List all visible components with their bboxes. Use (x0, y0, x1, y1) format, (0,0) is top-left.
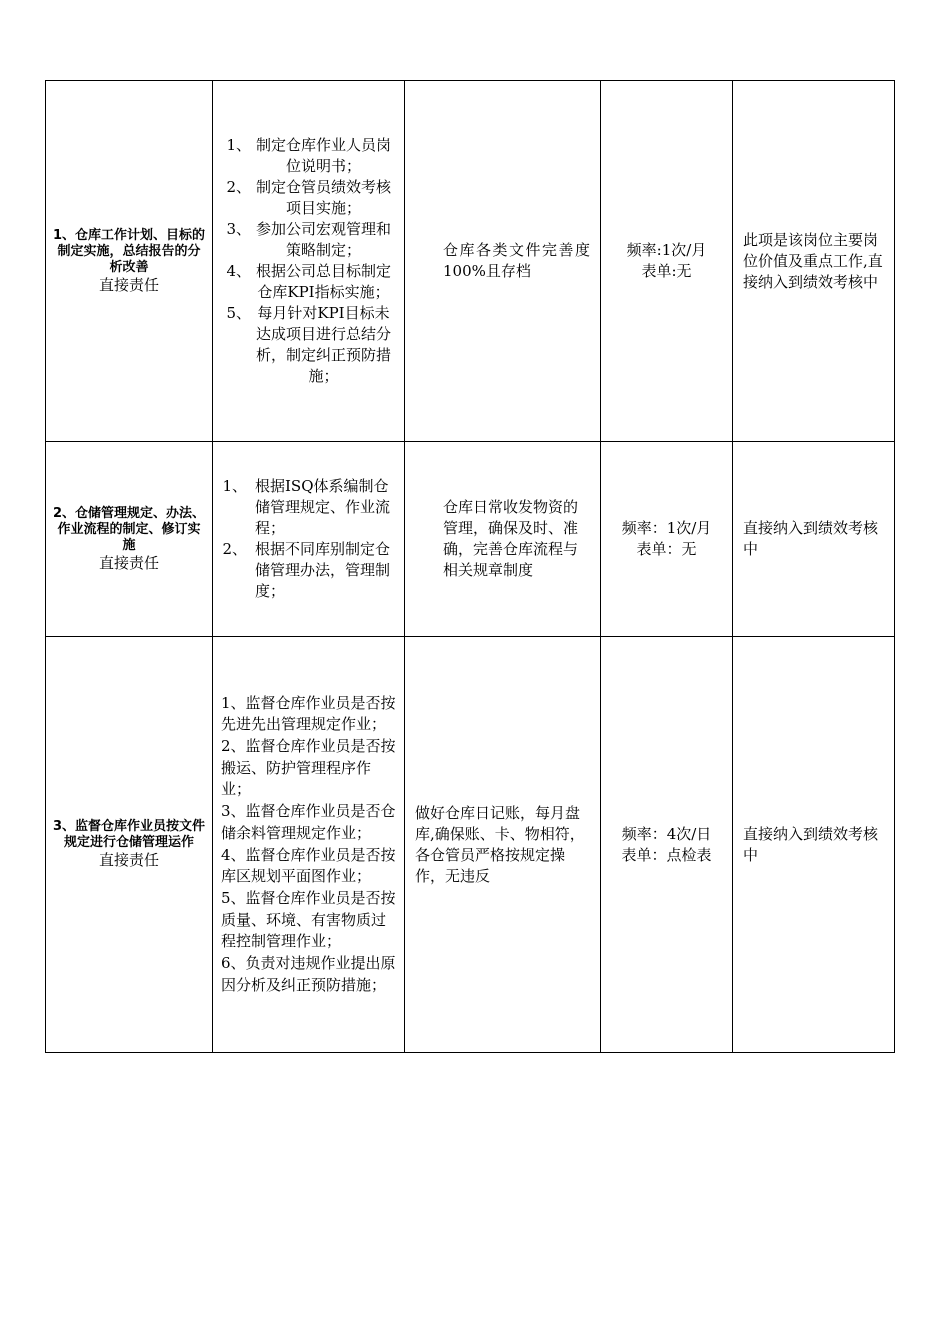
frequency-cell (601, 637, 733, 1053)
step-item: 4、监督仓库作业员是否按库区规划平面图作业； (221, 845, 396, 886)
steps-list (213, 693, 404, 997)
note-cell (733, 442, 895, 637)
step-text: 制定仓管员绩效考核项目实施； (255, 178, 391, 217)
standard-cell (405, 637, 601, 1053)
note-text: 直接纳入到绩效考核中 (743, 824, 879, 864)
form-text: 表单:无 (641, 262, 692, 280)
step-number: 1、 (226, 136, 251, 154)
responsibility-label: 直接责任 (98, 275, 159, 294)
step-text: 根据不同库别制定仓储管理办法，管理制度； (255, 540, 391, 600)
steps-list (213, 135, 404, 387)
responsibility-label: 直接责任 (98, 851, 159, 869)
step-item (213, 476, 404, 539)
step-item (213, 135, 404, 177)
note-text: 直接纳入到绩效考核中 (743, 519, 879, 558)
form-text: 表单：无 (636, 540, 697, 558)
step-item: 3、监督仓库作业员是否仓储余料管理规定作业； (221, 802, 396, 842)
duty-table (45, 80, 895, 1053)
table-row (46, 637, 895, 1053)
step-item: 5、监督仓库作业员是否按质量、环境、有害物质过程控制管理作业； (221, 888, 396, 951)
task-title: 2、仓储管理规定、办法、作业流程的制定、修订实施 (52, 505, 206, 553)
frequency-text: 频率:1次/月 (626, 241, 707, 259)
step-number: 5、 (226, 304, 251, 322)
standard-text: 仓库日常收发物资的管理，确保及时、准确，完善仓库流程与相关规章制度 (443, 498, 579, 579)
task-title: 1、仓库工作计划、目标的制定实施，总结报告的分析改善 (52, 227, 206, 275)
step-item (213, 261, 404, 303)
note-text: 此项是该岗位主要岗位价值及重点工作,直接纳入到绩效考核中 (743, 230, 883, 291)
step-item: 6、负责对违规作业提出原因分析及纠正预防措施； (221, 954, 396, 994)
step-number: 2、 (222, 540, 247, 558)
table-row (46, 81, 895, 442)
step-item (213, 177, 404, 219)
frequency-cell (601, 442, 733, 637)
standard-text: 仓库各类文件完善度100%且存档 (443, 241, 590, 280)
steps-cell (213, 637, 405, 1053)
standard-text: 做好仓库日记账，每月盘库,确保账、卡、物相符，各仓管员严格按规定操作，无违反 (415, 803, 585, 885)
step-text: 制定仓库作业人员岗位说明书； (255, 136, 391, 175)
task-title: 3、监督仓库作业员按文件规定进行仓储管理运作 (52, 819, 206, 850)
note-cell (733, 637, 895, 1053)
step-item (213, 219, 404, 261)
step-item: 2、监督仓库作业员是否按搬运、防护管理程序作业； (221, 736, 396, 799)
step-number: 4、 (226, 262, 251, 280)
responsibility-label: 直接责任 (98, 553, 159, 572)
steps-list (213, 476, 404, 602)
step-item: 1、监督仓库作业员是否按先进先出管理规定作业； (221, 693, 396, 734)
task-cell (46, 442, 213, 637)
step-text: 根据公司总目标制定仓库KPI指标实施； (255, 262, 391, 301)
table-row (46, 442, 895, 637)
step-text: 每月针对KPI目标未达成项目进行总结分析，制定纠正预防措施； (255, 304, 391, 385)
steps-cell (213, 442, 405, 637)
standard-cell (405, 81, 601, 442)
standard-cell (405, 442, 601, 637)
step-text: 根据ISQ体系编制仓储管理规定、作业流程； (255, 477, 391, 537)
step-number: 3、 (226, 220, 251, 238)
frequency-cell (601, 81, 733, 442)
note-cell (733, 81, 895, 442)
frequency-text: 频率：4次/日 (621, 824, 712, 843)
step-item (213, 303, 404, 387)
step-text: 参加公司宏观管理和策略制定； (255, 220, 391, 259)
steps-cell (213, 81, 405, 442)
step-number: 2、 (226, 178, 251, 196)
task-cell (46, 81, 213, 442)
form-text: 表单：点检表 (621, 845, 712, 864)
step-item (213, 539, 404, 602)
step-number: 1、 (222, 477, 247, 495)
frequency-text: 频率：1次/月 (621, 519, 712, 537)
task-cell (46, 637, 213, 1053)
